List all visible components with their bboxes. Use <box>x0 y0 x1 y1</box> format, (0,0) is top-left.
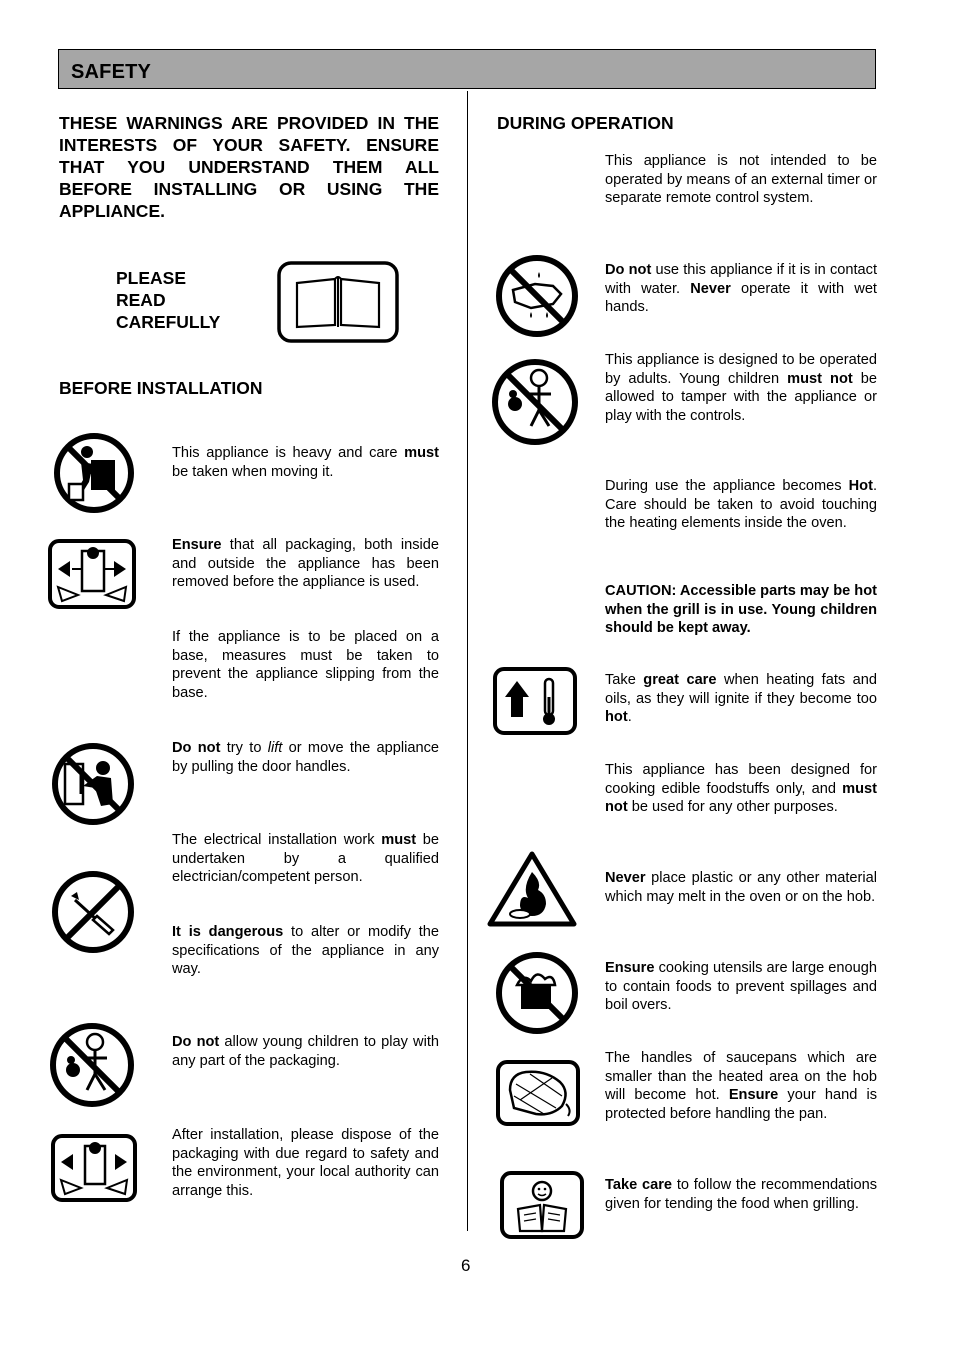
intro-warning: THESE WARNINGS ARE PROVIDED IN THE INTERESTS OF YOUR SAFETY. ENSURE THAT YOU UNDERSTAND THEM ALL BEFORE INSTALLING OR USING THE APPLIANCE. <box>59 113 439 221</box>
packaging-removal-icon <box>48 539 136 609</box>
page-title: SAFETY <box>71 61 152 83</box>
during-op-para-1: This appliance is not intended to be operated by means of an external timer or separate remote control system. <box>605 153 877 206</box>
before-install-para-6: It is dangerous to alter or modify the specifications of the appliance in any way. <box>172 924 439 977</box>
during-op-para-4: During use the appliance becomes Hot. Care should be taken to avoid touching the heating elements inside the oven. <box>605 478 877 531</box>
before-install-para-1: This appliance is heavy and care must be taken when moving it. <box>172 445 439 480</box>
please-read-label <box>116 267 246 333</box>
during-op-para-3: This appliance is designed to be operated by adults. Young children must not be allowed to tamper with the appliance or play with the controls. <box>605 352 877 424</box>
wet-hands-prohibited-icon <box>495 254 579 338</box>
fire-warning-icon <box>486 850 578 928</box>
before-install-para-8: After installation, please dispose of the packaging with due regard to safety and the environment, your local authority can arrange this. <box>172 1127 439 1199</box>
please-read-line1: PLEASE <box>116 268 187 288</box>
during-op-para-11: Take care to follow the recommendations given for tending the food when grilling. <box>605 1177 877 1212</box>
child-tamper-prohibited-icon <box>491 358 579 446</box>
during-operation-heading: DURING OPERATION <box>497 113 674 133</box>
during-op-para-9: Ensure cooking utensils are large enough to contain foods to prevent spillages and boil overs. <box>605 960 877 1013</box>
child-prohibited-icon <box>49 1022 135 1108</box>
before-installation-heading: BEFORE INSTALLATION <box>59 378 263 398</box>
before-install-para-2: Ensure that all packaging, both inside and outside the appliance has been removed before the appliance is used. <box>172 537 439 590</box>
packaging-disposal-icon <box>51 1134 137 1202</box>
during-op-para-10: The handles of saucepans which are smaller than the heated area on the hob will become hot. Ensure your hand is protected before handling the pan. <box>605 1050 877 1122</box>
page-number: 6 <box>461 1256 471 1275</box>
screwdriver-prohibited-icon <box>51 870 135 954</box>
before-install-para-3: If the appliance is to be placed on a base, measures must be taken to prevent the appliance slipping from the base. <box>172 629 439 701</box>
read-instructions-icon <box>500 1171 584 1239</box>
before-install-para-5: The electrical installation work must be undertaken by a qualified electrician/competent person. <box>172 832 440 885</box>
during-op-para-7: This appliance has been designed for cooking edible foodstuffs only, and must not be used for any other purposes. <box>605 762 877 815</box>
column-divider <box>467 91 468 1231</box>
oven-glove-icon <box>496 1060 580 1126</box>
thermometer-heat-icon <box>493 667 577 735</box>
during-op-para-2: Do not use this appliance if it is in contact with water. Never operate it with wet hands. <box>605 262 877 315</box>
please-read-line2: READ <box>116 290 166 310</box>
during-op-para-6: Take great care when heating fats and oils, as they will ignite if they become too hot. <box>605 672 877 725</box>
door-handle-prohibited-icon <box>51 742 135 826</box>
caution-text: CAUTION: Accessible parts may be hot when the grill is in use. Young children should be kept away. <box>605 583 877 636</box>
before-install-para-4: Do not try to lift or move the appliance by pulling the door handles. <box>172 740 439 775</box>
open-book-icon <box>277 261 399 343</box>
before-install-para-7: Do not allow young children to play with any part of the packaging. <box>172 1034 439 1069</box>
please-read-line3: CAREFULLY <box>116 312 221 332</box>
section-header-bar <box>58 49 876 89</box>
during-op-para-8: Never place plastic or any other material which may melt in the oven or on the hob. <box>605 870 877 905</box>
boil-over-prohibited-icon <box>495 951 579 1035</box>
heavy-lifting-prohibited-icon <box>53 432 135 514</box>
